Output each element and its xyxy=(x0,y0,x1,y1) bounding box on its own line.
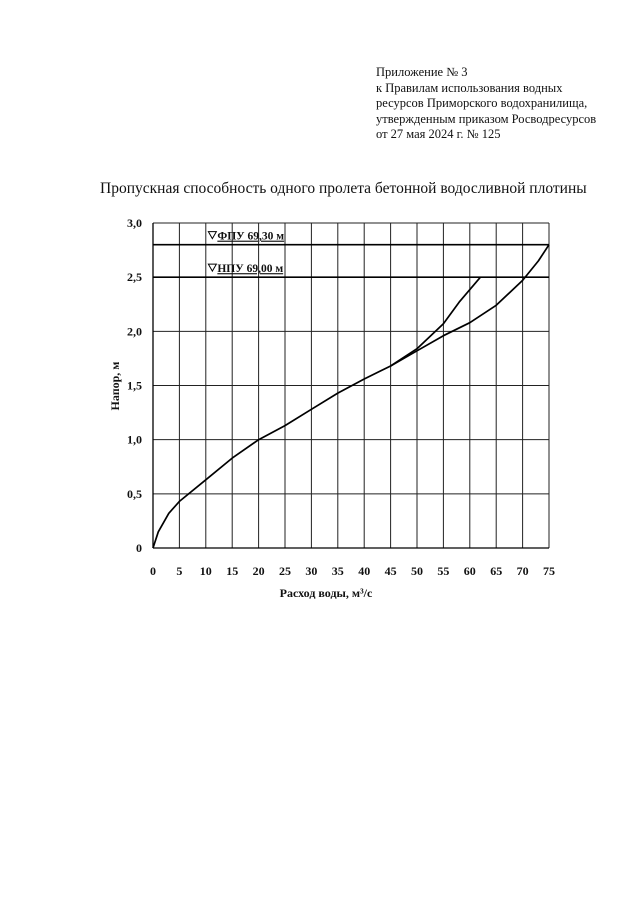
x-tick-label: 0 xyxy=(150,564,156,578)
appendix-line: к Правилам использования водных xyxy=(376,80,563,95)
y-tick-label: 2,5 xyxy=(127,270,142,285)
x-tick-label: 40 xyxy=(358,564,371,578)
x-tick-label: 35 xyxy=(331,564,344,578)
x-axis-label: Расход воды, м³/с xyxy=(279,586,373,600)
y-axis-label: Напор, м xyxy=(108,361,122,411)
data-series-line xyxy=(153,277,480,548)
appendix-line: ресурсов Приморского водохранилища, xyxy=(376,96,588,111)
y-tick-label: 3,0 xyxy=(127,216,142,230)
level-triangle-icon xyxy=(208,264,216,271)
x-tick-label: 45 xyxy=(384,564,397,578)
chart-title: Пропускная способность одного пролета бетонной водосливной плотины xyxy=(100,180,587,197)
appendix-line: утвержденным приказом Росводресурсов xyxy=(376,111,597,126)
x-tick-label: 20 xyxy=(252,564,265,578)
reference-line-label: ФПУ 69,30 м xyxy=(217,230,285,243)
x-tick-label: 30 xyxy=(305,564,318,578)
x-tick-label: 5 xyxy=(176,564,183,578)
x-tick-label: 55 xyxy=(437,564,450,578)
y-tick-label: 0,5 xyxy=(127,486,142,501)
appendix-line: от 27 мая 2024 г. № 125 xyxy=(376,127,501,142)
level-triangle-icon xyxy=(208,232,216,239)
y-tick-label: 0 xyxy=(136,541,142,555)
x-tick-label: 65 xyxy=(490,564,503,578)
x-tick-label: 75 xyxy=(543,564,555,578)
y-tick-label: 2,0 xyxy=(127,324,142,339)
x-tick-label: 50 xyxy=(411,564,423,578)
x-tick-label: 15 xyxy=(226,564,239,578)
y-tick-label: 1,0 xyxy=(127,432,142,447)
y-tick-label: 1,5 xyxy=(127,378,142,393)
reference-line-label: НПУ 69,00 м xyxy=(217,263,284,276)
x-tick-label: 25 xyxy=(279,564,291,578)
x-tick-label: 60 xyxy=(463,564,476,578)
x-tick-label: 10 xyxy=(199,564,212,578)
appendix-line: Приложение № 3 xyxy=(376,65,468,79)
x-tick-label: 70 xyxy=(516,564,529,578)
